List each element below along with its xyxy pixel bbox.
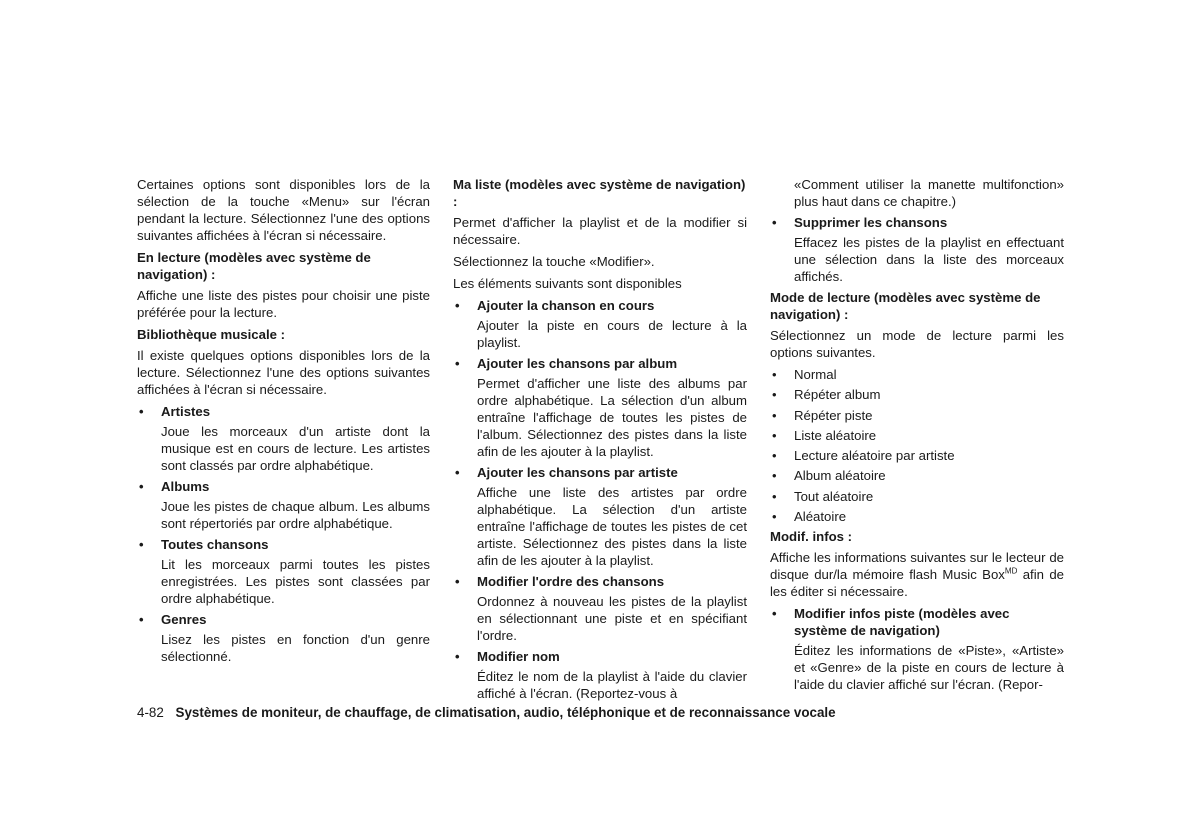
list-item-title: • Ajouter la chanson en cours (453, 297, 747, 314)
list-item: • Album aléatoire (770, 467, 1064, 484)
column-2 (453, 176, 747, 706)
list-item-desc: Effacez les pistes de la playlist en effectuant une sélection dans la liste des morceaux affichés. (794, 235, 1064, 284)
trademark-superscript: MD (1004, 566, 1018, 576)
list-item-title: • Toutes chansons (137, 536, 430, 553)
list-item-desc: Affiche une liste des artistes par ordre alphabétique. La sélection d'un artiste entraîne l'affichage de toutes les pistes de cet artiste. Sélectionnez des pistes dans la liste afin de les ajouter à la playlist. (477, 485, 747, 568)
list-item: • Liste aléatoire (770, 427, 1064, 444)
list-item: • Répéter album (770, 386, 1064, 403)
section-heading-modif-infos: Modif. infos : (770, 529, 853, 545)
list-item-title: • Albums (137, 478, 430, 495)
paragraph: Sélectionnez la touche «Modifier». (453, 254, 655, 269)
paragraph: Permet d'afficher la playlist et de la modifier si nécessaire. (453, 215, 747, 247)
column-3 (770, 176, 1064, 697)
list-item-desc: Joue les morceaux d'un artiste dont la musique est en cours de lecture. Les artistes sont classés par ordre alphabétique. (161, 424, 430, 473)
list-item-desc: Ordonnez à nouveau les pistes de la playlist en sélectionnant une piste et en spécifiant l'ordre. (477, 594, 747, 643)
list-item: • Répéter piste (770, 407, 1064, 424)
list-item-title: • Supprimer les chansons (770, 214, 1064, 231)
list-item-desc: Permet d'afficher une liste des albums par ordre alphabétique. La sélection d'un album entraîne l'affichage de toutes les pistes de l'album. Sélectionnez des pistes dans la liste afin de les ajouter à la playlist. (477, 376, 747, 459)
list-item: • Normal (770, 366, 1064, 383)
list-item-desc: Ajouter la piste en cours de lecture à la playlist. (477, 318, 747, 350)
list-item-title: • Modifier nom (453, 648, 747, 665)
list-item: • Lecture aléatoire par artiste (770, 447, 1064, 464)
paragraph-part: Affiche les informations suivantes sur le lecteur de disque dur/la mémoire flash Music Box (770, 550, 1064, 583)
list-item-desc: Éditez les informations de «Piste», «Artiste» et «Genre» de la piste en cours de lecture à l'aide du clavier affiché sur l'écran. (Repor- (794, 643, 1064, 693)
column-1 (137, 176, 430, 669)
paragraph (770, 549, 1064, 600)
intro-paragraph: Certaines options sont disponibles lors de la sélection de la touche «Menu» sur l'écran pendant la lecture. Sélectionnez l'une des options suivantes affichées à l'écran si nécessaire. (137, 177, 430, 243)
list-item-desc: Joue les pistes de chaque album. Les albums sont répertoriés par ordre alphabétique. (161, 499, 430, 531)
section-heading-bibliotheque: Bibliothèque musicale : (137, 327, 286, 342)
paragraph: Sélectionnez un mode de lecture parmi les options suivantes. (770, 328, 1064, 360)
list-item: • Tout aléatoire (770, 488, 1064, 505)
list-item-title: • Artistes (137, 403, 430, 420)
list-item-desc: Lit les morceaux parmi toutes les pistes enregistrées. Les pistes sont classées par ordre alphabétique. (161, 557, 430, 606)
list-item-desc: Lisez les pistes en fonction d'un genre sélectionné. (161, 632, 430, 664)
list-item: • Aléatoire (770, 508, 1064, 525)
list-item-title: • Ajouter les chansons par artiste (453, 464, 747, 481)
chapter-title: Systèmes de moniteur, de chauffage, de climatisation, audio, téléphonique et de reconnaissance vocale (175, 705, 836, 720)
paragraph: Les éléments suivants sont disponibles (453, 276, 682, 291)
list-item-title: • Modifier l'ordre des chansons (453, 573, 747, 590)
paragraph: Il existe quelques options disponibles lors de la lecture. Sélectionnez l'une des options suivantes affichées à l'écran si nécessaire. (137, 348, 430, 397)
list-item-title: • Genres (137, 611, 430, 628)
section-heading-en-lecture: En lecture (modèles avec système de navigation) : (137, 250, 371, 282)
section-heading-mode-lecture: Mode de lecture (modèles avec système de navigation) : (770, 290, 1041, 322)
page-footer (137, 704, 836, 722)
mode-list (770, 366, 1064, 525)
paragraph-part: afin de les éditer si nécessaire. (770, 567, 1064, 600)
list-item-desc: Éditez le nom de la playlist à l'aide du clavier affiché à l'écran. (Reportez-vous à (477, 669, 747, 701)
continued-text: «Comment utiliser la manette multifonction» plus haut dans ce chapitre.) (794, 177, 1064, 209)
list-item-title: • Modifier infos piste (modèles avec système de navigation) (770, 605, 1064, 639)
list-item-title: • Ajouter les chansons par album (453, 355, 747, 372)
section-heading-ma-liste: Ma liste (modèles avec système de navigation) : (453, 177, 746, 209)
paragraph: Affiche une liste des pistes pour choisir une piste préférée pour la lecture. (137, 288, 430, 320)
page-number: 4-82 (137, 705, 164, 720)
